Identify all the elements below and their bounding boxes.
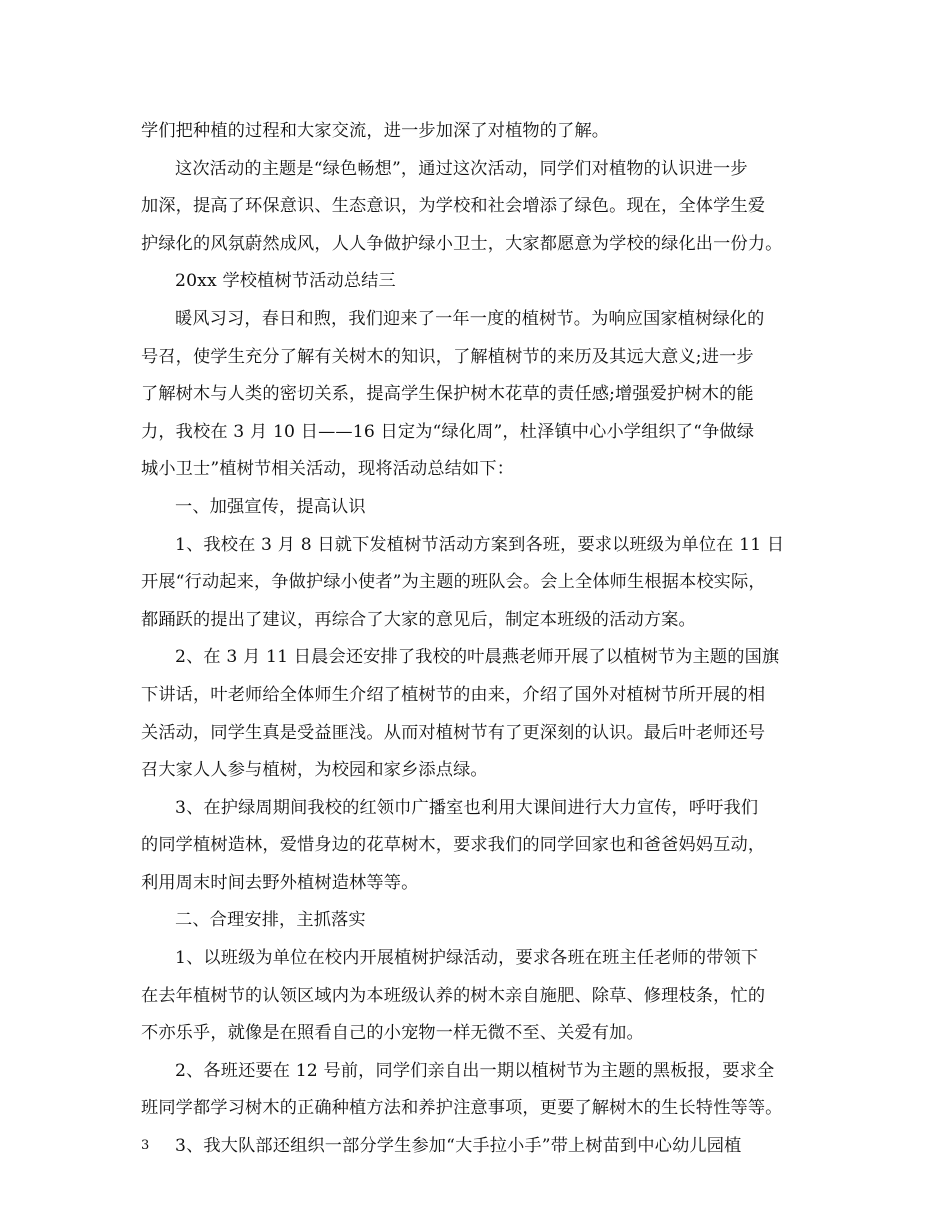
text-line: 班同学都学习树木的正确种植方法和养护注意事项，更要了解树木的生长特性等等。 bbox=[141, 1098, 783, 1119]
text-line: 学们把种植的过程和大家交流，进一步加深了对植物的了解。 bbox=[141, 121, 610, 141]
text-line: 都踊跃的提出了建议，再综合了大家的意见后，制定本班级的活动方案。 bbox=[141, 609, 696, 630]
text-line: 3、在护绿周期间我校的红领巾广播室也利用大课间进行大力宣传，呼吁我们 bbox=[175, 797, 759, 818]
text-line: 城小卫士”植树节相关活动，现将活动总结如下： bbox=[141, 459, 515, 480]
text-line: 了解树木与人类的密切关系，提高学生保护树木花草的责任感;增强爱护树木的能 bbox=[141, 384, 754, 405]
text-line: 这次活动的主题是“绿色畅想”，通过这次活动，同学们对植物的认识进一步 bbox=[175, 158, 748, 179]
text-line: 加深，提高了环保意识、生态意识，为学校和社会增添了绿色。现在，全体学生爱 bbox=[141, 196, 766, 217]
text-line: 暖风习习，春日和煦，我们迎来了一年一度的植树节。为响应国家植树绿化的 bbox=[175, 308, 765, 329]
text-line: 20xx 学校植树节活动总结三 bbox=[175, 271, 396, 292]
text-line: 1、我校在 3 月 8 日就下发植树节活动方案到各班，要求以班级为单位在 11 日 bbox=[175, 534, 785, 555]
text-line: 1、以班级为单位在校内开展植树护绿活动，要求各班在班主任老师的带领下 bbox=[175, 948, 759, 969]
text-line: 召大家人人参与植树，为校园和家乡添点绿。 bbox=[141, 760, 488, 781]
text-line: 二、合理安排，主抓落实 bbox=[175, 910, 366, 931]
text-line: 力，我校在 3 月 10 日——16 日定为“绿化周”，杜泽镇中心小学组织了“争做绿 bbox=[141, 421, 755, 442]
text-line: 2、各班还要在 12 号前，同学们亲自出一期以植树节为主题的黑板报，要求全 bbox=[175, 1060, 775, 1081]
text-line: 在去年植树节的认领区域内为本班级认养的树木亲自施肥、除草、修理枝条，忙的 bbox=[141, 985, 766, 1006]
text-line: 关活动，同学生真是受益匪浅。从而对植树节有了更深刻的认识。最后叶老师还号 bbox=[141, 722, 766, 743]
text-line: 利用周末时间去野外植树造林等等。 bbox=[141, 872, 419, 893]
text-line: 下讲话，叶老师给全体师生介绍了植树节的由来，介绍了国外对植树节所开展的相 bbox=[141, 684, 766, 705]
text-line: 不亦乐乎，就像是在照看自己的小宠物一样无微不至、关爱有加。 bbox=[141, 1023, 644, 1044]
text-line: 3、我大队部还组织一部分学生参加“大手拉小手”带上树苗到中心幼儿园植 bbox=[175, 1136, 742, 1157]
text-line: 护绿化的风氛蔚然成风，人人争做护绿小卫士，大家都愿意为学校的绿化出一份力。 bbox=[141, 233, 783, 254]
document-body bbox=[141, 113, 821, 1166]
text-line: 开展“行动起来，争做护绿小使者”为主题的班队会。会上全体师生根据本校实际， bbox=[141, 572, 766, 593]
text-line: 2、在 3 月 11 日晨会还安排了我校的叶晨燕老师开展了以植树节为主题的国旗 bbox=[175, 647, 780, 668]
text-line: 一、加强宣传，提高认识 bbox=[175, 496, 366, 517]
text-line: 号召，使学生充分了解有关树木的知识，了解植树节的来历及其远大意义;进一步 bbox=[141, 346, 754, 367]
text-line: 的同学植树造林，爱惜身边的花草树木，要求我们的同学回家也和爸爸妈妈互动， bbox=[141, 835, 766, 856]
page-number: 3 bbox=[141, 1138, 150, 1153]
